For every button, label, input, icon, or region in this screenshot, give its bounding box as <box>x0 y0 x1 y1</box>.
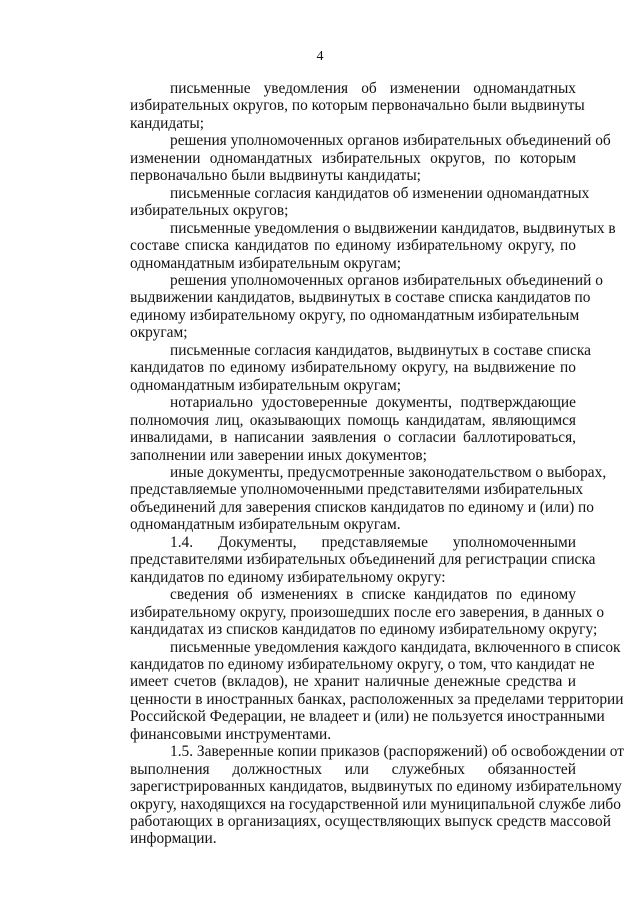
text-line: составе списка кандидатов по единому избирательному округу, по <box>130 237 576 255</box>
text-line: письменные уведомления каждого кандидата, включенного в список <box>170 638 621 656</box>
text-line: информации. <box>130 830 217 848</box>
text-line: избирательных округов, по которым первоначально были выдвинуты <box>130 97 585 115</box>
page-number: 4 <box>316 49 324 64</box>
text-line: письменные уведомления об изменении одномандатных <box>170 80 576 97</box>
text-line: 1.4. Документы, представляемые уполномоченными <box>170 533 576 551</box>
paragraph <box>90 394 576 464</box>
text-line: ценности в иностранных банках, расположенных за пределами территории <box>130 690 624 708</box>
paragraph <box>90 271 603 342</box>
text-line: зарегистрированных кандидатов, выдвинутых по единому избирательному <box>130 778 622 796</box>
text-line: единому избирательному округу, по одномандатным избирательным <box>130 306 580 324</box>
text-line: кандидатов по единому избирательному округу, о том, что кандидат не <box>130 655 595 673</box>
paragraph <box>90 219 616 272</box>
paragraph <box>90 638 624 744</box>
text-line: выдвижении кандидатов, выдвинутых в составе списка кандидатов по <box>130 289 591 307</box>
text-line: кандидатов по единому избирательному округу: <box>130 568 446 586</box>
text-line: избирательному округу, произошедших после его заверения, в данных о <box>130 603 605 621</box>
paragraph <box>90 463 607 534</box>
text-line: полномочия лиц, оказывающих помощь кандидатам, являющимся <box>130 411 576 429</box>
document-body <box>90 80 624 848</box>
paragraph <box>90 743 624 848</box>
text-line: избирательных округов; <box>130 202 289 220</box>
text-line: представляемые уполномоченными представителями избирательных <box>130 481 584 499</box>
text-line: письменные согласия кандидатов об изменении одномандатных <box>170 184 590 202</box>
text-line: решения уполномоченных органов избирательных объединений об <box>170 132 611 150</box>
text-line: представителями избирательных объединений для регистрации списка <box>130 551 596 569</box>
text-line: выполнения должностных или служебных обязанностей <box>130 760 576 778</box>
text-line: округу, находящихся на государственной или муниципальной службе либо <box>130 795 621 813</box>
text-line: заполнении или заверении иных документов; <box>130 446 427 464</box>
paragraph <box>90 533 596 586</box>
text-line: письменные уведомления о выдвижении кандидатов, выдвинутых в <box>170 219 616 237</box>
text-line: кандидатах из списков кандидатов по единому избирательному округу; <box>130 621 598 639</box>
text-line: иные документы, предусмотренные законодательством о выборах, <box>170 463 607 481</box>
text-line: имеет счетов (вкладов), не хранит наличные денежные средства и <box>130 673 576 691</box>
text-line: одномандатным избирательным округам. <box>130 516 401 534</box>
paragraph <box>90 184 590 220</box>
text-line: сведения об изменениях в списке кандидатов по единому <box>170 586 576 604</box>
text-line: кандидаты; <box>130 114 204 132</box>
text-line: одномандатным избирательным округам; <box>130 254 402 272</box>
paragraph <box>90 341 591 394</box>
text-line: первоначально были выдвинуты кандидаты; <box>130 167 421 185</box>
paragraph <box>90 586 605 639</box>
text-line: одномандатным избирательным округам; <box>130 376 402 394</box>
text-line: финансовыми инструментами. <box>130 725 332 743</box>
text-line: 1.5. Заверенные копии приказов (распоряжений) об освобождении от <box>170 743 624 761</box>
text-line: объединений для заверения списков кандидатов по единому и (или) по <box>130 498 594 516</box>
paragraph <box>90 80 585 132</box>
text-line: письменные согласия кандидатов, выдвинутых в составе списка <box>170 341 591 359</box>
text-line: инвалидами, в написании заявления о согласии баллотироваться, <box>130 429 576 447</box>
text-line: нотариально удостоверенные документы, подтверждающие <box>170 394 576 412</box>
text-line: решения уполномоченных органов избирательных объединений о <box>170 271 603 289</box>
text-line: работающих в организациях, осуществляющих выпуск средств массовой <box>130 813 611 831</box>
text-line: кандидатов по единому избирательному округу, на выдвижение по <box>130 359 576 377</box>
text-line: Российской Федерации, не владеет и (или) не пользуется иностранными <box>130 708 605 726</box>
text-line: округам; <box>130 324 188 342</box>
text-line: изменении одномандатных избирательных округов, по которым <box>130 149 576 167</box>
paragraph <box>90 132 611 185</box>
